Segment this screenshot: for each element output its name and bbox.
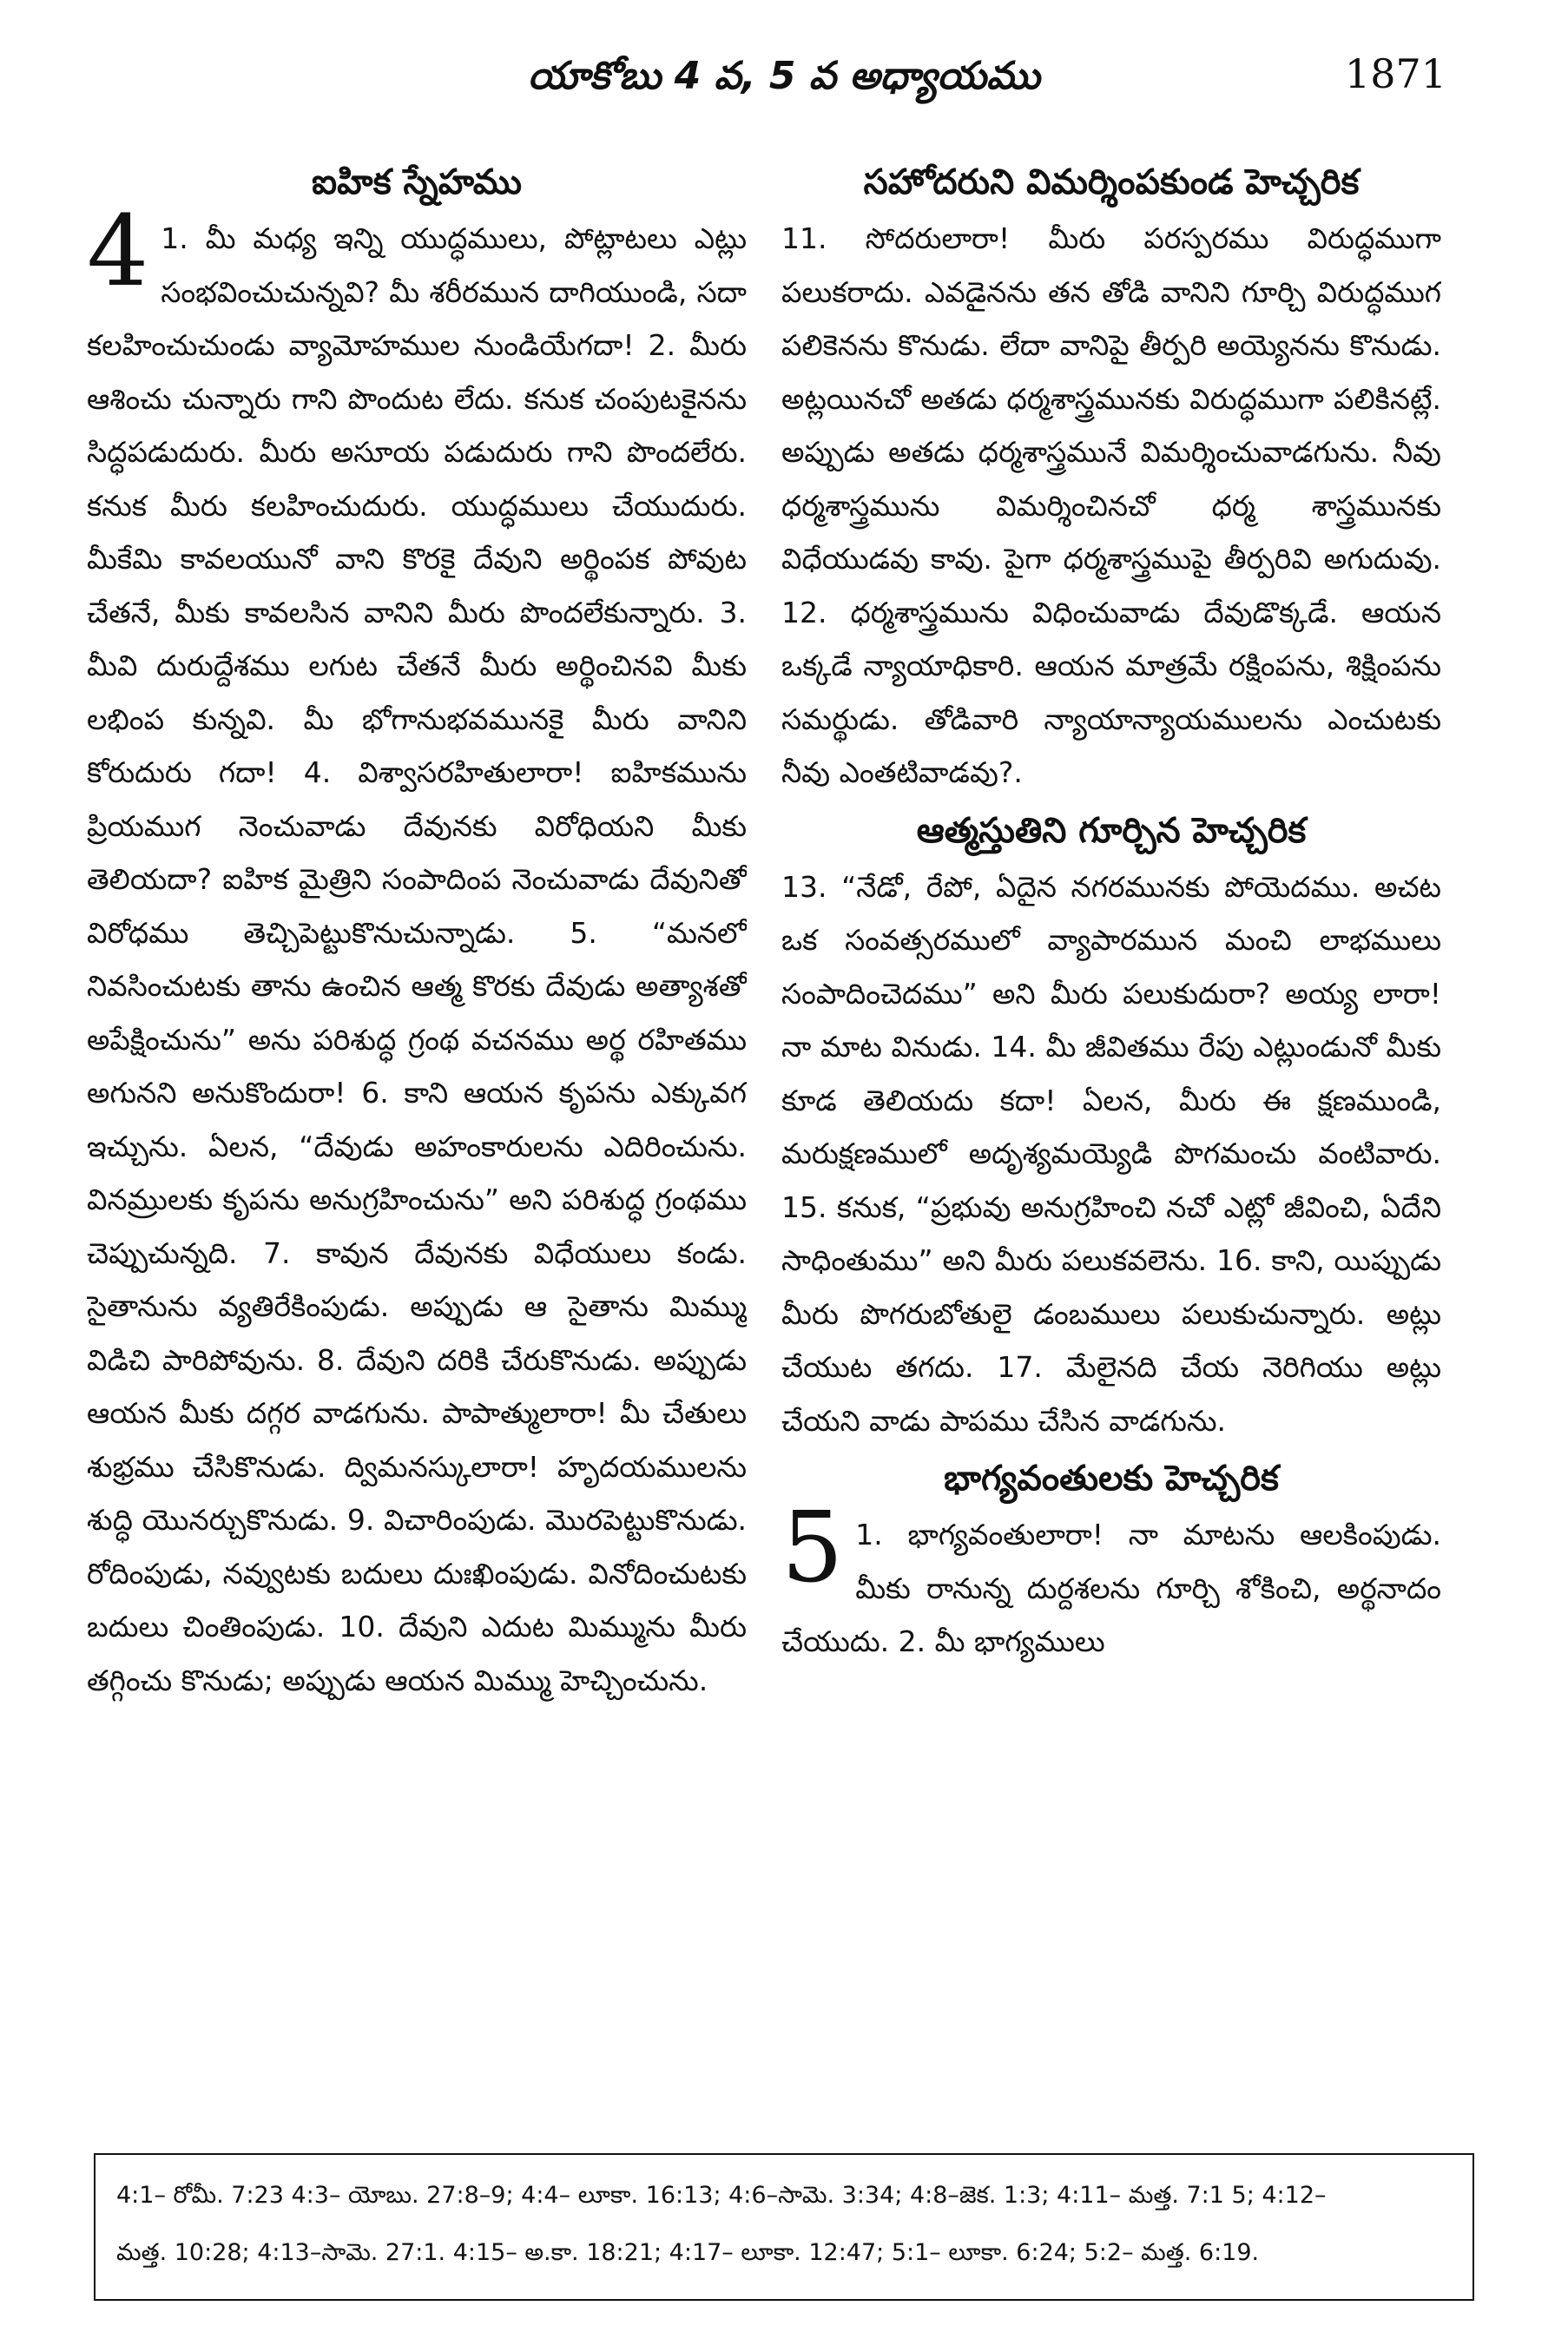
verses-13-17-paragraph: 13. “నేడో, రేపో, ఏదైన నగరమునకు పోయెదము. అచట ఒక సంవత్సరములో వ్యాపారమున మంచి లాభములు సంపాదించెదము” అని మీరు పలుకుదురా? అయ్య లారా! నా మాట వినుడు. 14. మీ జీవితము రేపు ఎట్లుండునో మీకు కూడ తెలియదు కదా! ఏలన, మీరు ఈ క్షణముండి, మరుక్షణములో అదృశ్యమయ్యెడి పొగమంచు వంటివారు. 15. కనుక, “ప్రభువు అనుగ్రహించి నచో ఎట్లో జీవించి, ఏదేని సాధింతుము” అని మీరు పలుకవలెను. 16. కాని, యిప్పుడు మీరు పొగరుబోతులై డంబములు పలుకుచున్నారు. అట్లు చేయుట తగదు. 17. మేలైనది చేయ నెరిగియు అట్లు చేయని వాడు పాపము చేసిన వాడగును.: [781, 869, 1441, 1438]
chapter-number-4: 4: [87, 195, 149, 308]
right-column: [781, 156, 1441, 2084]
cross-references-line-2: మత్త. 10:28; 4:13–సామె. 27:1. 4:15– అ.కా. 18:21; 4:17– లూకా. 12:47; 5:1– లూకా. 6:24; 5:2– మత్త. 6:19.: [116, 2239, 1260, 2266]
chapter-5-text: 1. భాగ్యవంతులారా! నా మాటను ఆలకింపుడు. మీకు రానున్న దుర్దశలను గూర్చి శోకించి, అర్థనాదం చేయుదు. 2. మీ భాగ్యములు: [781, 1518, 1441, 1658]
cross-references-box: [94, 2153, 1474, 2301]
chapter-number-5: 5: [781, 1492, 844, 1604]
chapter-5-paragraph: [781, 1492, 1441, 1669]
section-heading-worldly-friendship: ఐహిక స్నేహము: [312, 162, 522, 202]
cross-references-line-1: 4:1– రోమీ. 7:23 4:3– యోబు. 27:8–9; 4:4– లూకా. 16:13; 4:6–సామె. 3:34; 4:8–జెక. 1:3; 4:11– మత్త. 7:1 5; 4:12–: [116, 2182, 1327, 2209]
left-column: [87, 156, 747, 2084]
chapter-4-paragraph: [87, 195, 747, 1707]
chapter-4-text: 1. మీ మధ్య ఇన్ని యుద్ధములు, పోట్లాటలు ఎట్లు సంభవించుచున్నవి? మీ శరీరమున దాగియుండి, సదా కలహించుచుండు వ్యామోహముల నుండియేగదా! 2. మీరు ఆశించు చున్నారు గాని పొందుట లేదు. కనుక చంపుటకైనను సిద్ధపడుదురు. మీరు అసూయ పడుదురు గాని పొందలేరు. కనుక మీరు కలహించుదురు. యుద్ధములు చేయుదురు. మీకేమి కావలయునో వాని కొరకై దేవుని అర్థింపక పోవుట చేతనే, మీకు కావలసిన వానిని మీరు పొందలేకున్నారు. 3. మీవి దురుద్దేశము లగుట చేతనే మీరు అర్థించినవి మీకు లభింప కున్నవి. మీ భోగానుభవమునకై మీరు వానిని కోరుదురు గదా! 4. విశ్వాసరహితులారా! ఐహికమును ప్రియముగ నెంచువాడు దేవునకు విరోధియని మీకు తెలియదా? ఐహిక మైత్రిని సంపాదింప నెంచువాడు దేవునితో విరోధము తెచ్చిపెట్టుకొనుచున్నాడు. 5. “మనలో నివసించుటకు తాను ఉంచిన ఆత్మ కొరకు దేవుడు అత్యాశతో అపేక్షించును” అను పరిశుద్ధ గ్రంథ వచనము అర్థ రహితము అగునని అనుకొందురా! 6. కాని ఆయన కృపను ఎక్కువగ ఇచ్చును. ఏలన, “దేవుడు అహంకారులను ఎదిరించును. వినమ్రులకు కృపను అనుగ్రహించును” అని పరిశుద్ధ గ్రంథము చెప్పుచున్నది. 7. కావున దేవునకు విధేయులు కండు. సైతానును వ్యతిరేకింపుడు. అప్పుడు ఆ సైతాను మిమ్ము విడిచి పారిపోవును. 8. దేవుని దరికి చేరుకొనుడు. అప్పుడు ఆయన మీకు దగ్గర వాడగును. పాపాత్ములారా! మీ చేతులు శుభ్రము చేసికొనుడు. ద్విమనస్కులారా! హృదయములను శుద్ధి యొనర్చుకొనుడు. 9. విచారింపుడు. మొరపెట్టుకొనుడు. రోదింపుడు, నవ్వుటకు బదులు దుఃఖింపుడు. వినోదించుటకు బదులు చింతింపుడు. 10. దేవుని ఎదుట మిమ్మును మీరు తగ్గించు కొనుడు; అప్పుడు ఆయన మిమ్ము హెచ్చించును.: [87, 221, 747, 1697]
page-number: 1871: [1344, 50, 1446, 97]
section-heading-boasting: ఆత్మస్తుతిని గూర్చిన హెచ్చరిక: [916, 810, 1307, 851]
page-header-title: యాకోబు 4 వ, 5 వ అధ్యాయము: [528, 54, 1040, 98]
section-heading-judging-brother: సహోదరుని విమర్శింపకుండ హెచ్చరిక: [863, 162, 1360, 202]
verses-11-12-paragraph: 11. సోదరులారా! మీరు పరస్పరము విరుద్ధముగా పలుకరాదు. ఎవడైనను తన తోడి వానిని గూర్చి విరుద్ధముగ పలికెనను కొనుడు. లేదా వానిపై తీర్పరి అయ్యెనను కొనుడు. అట్లయినచో అతడు ధర్మశాస్త్రమునకు విరుద్ధముగా పలికినట్లే. అప్పుడు అతడు ధర్మశాస్త్రమునే విమర్శించువాడగును. నీవు ధర్మశాస్త్రమును విమర్శించినచో ధర్మ శాస్త్రమునకు విధేయుడవు కావు. పైగా ధర్మశాస్త్రముపై తీర్పరివి అగుదువు. 12. ధర్మశాస్త్రమును విధించువాడు దేవుడొక్కడే. ఆయన ఒక్కడే న్యాయాధికారి. ఆయన మాత్రమే రక్షింపను, శిక్షింపను సమర్థుడు. తోడివారి న్యాయాన్యాయములను ఎంచుటకు నీవు ఎంతటివాడవు?.: [781, 221, 1441, 789]
section-heading-rich-warning: భాగ్యవంతులకు హెచ్చరిక: [944, 1459, 1279, 1499]
